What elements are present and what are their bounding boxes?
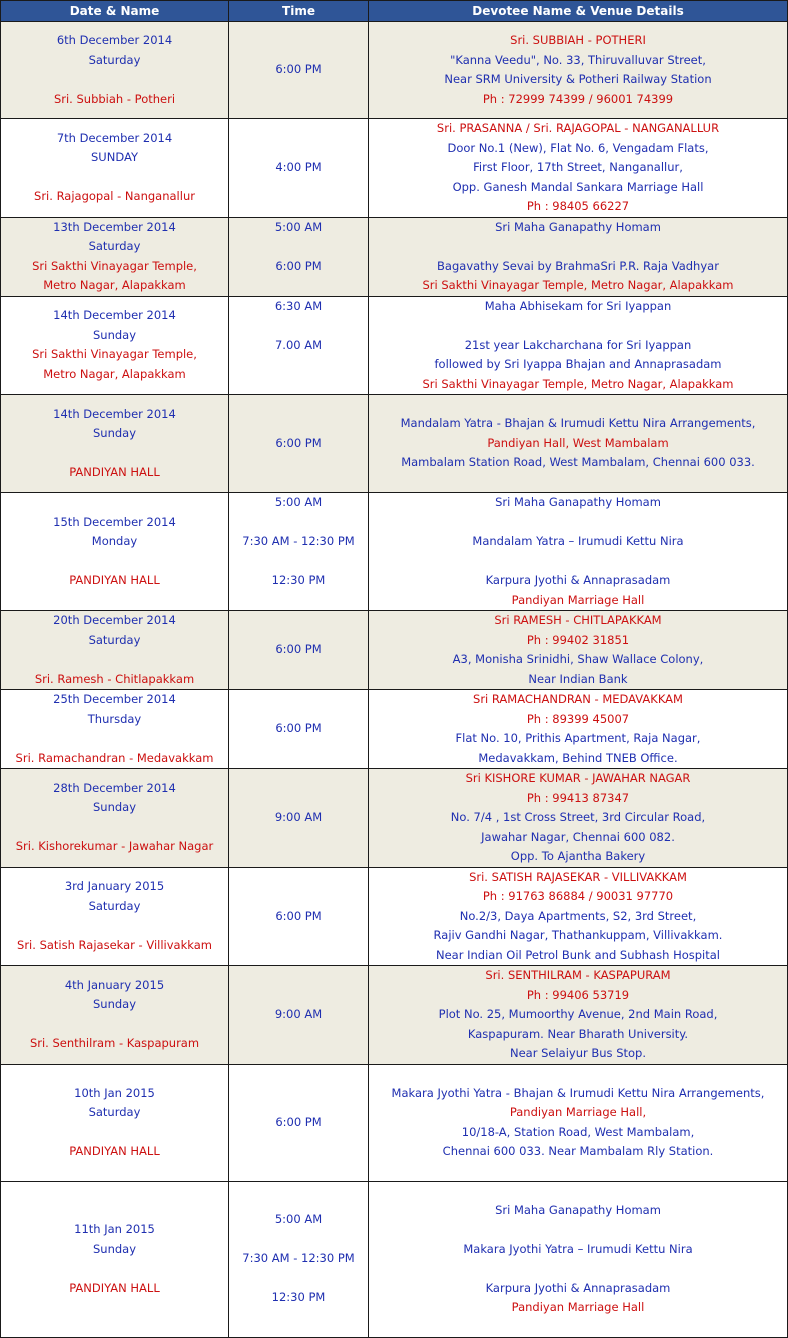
details-line: Karpura Jyothi & Annaprasadam — [485, 573, 671, 587]
time-line — [231, 276, 366, 296]
date-line — [3, 70, 226, 90]
date-line: 7th December 2014 — [56, 130, 173, 145]
schedule-row — [1, 769, 788, 868]
details-line: Sri Sakthi Vinayagar Temple, Metro Nagar, Alapakkam — [422, 376, 734, 391]
date-line: 20th December 2014 — [53, 613, 176, 627]
date-line: Sri Sakthi Vinayagar Temple, — [32, 258, 197, 273]
time-line: 6:00 PM — [275, 642, 322, 657]
date-line: Sunday — [92, 997, 137, 1012]
time-line — [231, 355, 366, 375]
date-line — [3, 444, 226, 464]
time-line — [231, 591, 366, 611]
details-line: Sri KISHORE KUMAR - JAWAHAR NAGAR — [465, 771, 691, 785]
time-cell — [229, 1181, 369, 1337]
schedule-row — [1, 966, 788, 1065]
date-line: 3rd January 2015 — [64, 879, 165, 894]
date-line: Metro Nagar, Alapakkam — [43, 278, 186, 292]
time-cell — [229, 217, 369, 296]
venue-details-cell — [369, 769, 788, 868]
venue-details-cell — [369, 611, 788, 690]
date-line: Monday — [91, 534, 138, 548]
date-line — [3, 1123, 226, 1143]
date-line: Saturday — [88, 632, 141, 647]
time-line: 6:00 PM — [275, 62, 322, 77]
date-line: Sunday — [92, 426, 137, 440]
details-line: "Kanna Veedu", No. 33, Thiruvalluvar Street, — [450, 52, 706, 67]
date-line: Sunday — [92, 327, 137, 342]
date-name-cell — [1, 22, 229, 119]
schedule-row — [1, 119, 788, 218]
time-line: 5:00 AM — [274, 1212, 323, 1227]
time-line — [231, 1269, 366, 1289]
time-line: 6:00 PM — [275, 258, 322, 273]
date-line: Sri Sakthi Vinayagar Temple, — [32, 347, 197, 362]
details-line: Bagavathy Sevai by BrahmaSri P.R. Raja Vadhyar — [437, 258, 719, 273]
time-line: 12:30 PM — [271, 1290, 326, 1305]
time-line: 6:00 PM — [275, 435, 322, 450]
date-name-cell — [1, 1064, 229, 1181]
time-line: 6:00 PM — [275, 721, 322, 736]
details-line: Ph : 99406 53719 — [526, 987, 630, 1002]
time-cell — [229, 690, 369, 769]
date-line: Saturday — [88, 52, 141, 67]
date-line: PANDIYAN HALL — [69, 1144, 160, 1158]
date-name-cell — [1, 493, 229, 611]
details-line: First Floor, 17th Street, Nanganallur, — [473, 160, 683, 174]
date-line: 4th January 2015 — [64, 977, 165, 992]
date-name-cell — [1, 1181, 229, 1337]
date-line: 10th Jan 2015 — [74, 1085, 155, 1100]
date-line: 14th December 2014 — [53, 406, 176, 421]
date-line: Sri. Ramesh - Chitlapakkam — [34, 671, 195, 686]
details-line: Jawahar Nagar, Chennai 600 082. — [481, 829, 675, 844]
details-line: Sri Sakthi Vinayagar Temple, Metro Nagar, Alapakkam — [422, 278, 734, 292]
details-line: Ph : 91763 86884 / 90031 97770 — [482, 889, 674, 903]
venue-details-cell — [369, 867, 788, 966]
date-name-cell — [1, 296, 229, 395]
details-line: Rajiv Gandhi Nagar, Thathankuppam, Villivakkam. — [433, 928, 723, 942]
date-line: PANDIYAN HALL — [69, 573, 160, 587]
date-line: 6th December 2014 — [56, 33, 173, 47]
details-line: Near SRM University & Potheri Railway Station — [444, 72, 712, 86]
time-line: 9:00 AM — [274, 810, 323, 824]
venue-details-cell — [369, 217, 788, 296]
details-line: Near Selaiyur Bus Stop. — [509, 1046, 647, 1060]
details-line: Ph : 99413 87347 — [526, 790, 630, 805]
header-row — [1, 1, 788, 22]
venue-details-cell — [369, 966, 788, 1065]
date-line — [3, 916, 226, 936]
details-line: followed by Sri Iyappa Bhajan and Annaprasadam — [434, 357, 722, 371]
venue-details-cell — [369, 690, 788, 769]
date-line: SUNDAY — [91, 150, 138, 165]
details-line: Plot No. 25, Mumoorthy Avenue, 2nd Main Road, — [438, 1007, 718, 1021]
venue-details-cell — [369, 1181, 788, 1337]
date-name-cell — [1, 769, 229, 868]
time-cell — [229, 769, 369, 868]
time-cell — [229, 611, 369, 690]
schedule-row — [1, 22, 788, 119]
date-name-cell — [1, 217, 229, 296]
time-cell — [229, 867, 369, 966]
venue-details-cell — [369, 22, 788, 119]
date-line: 11th Jan 2015 — [74, 1222, 155, 1236]
details-line: Near Indian Oil Petrol Bunk and Subhash Hospital — [436, 947, 720, 962]
time-line — [231, 316, 366, 336]
time-line: 6:30 AM — [274, 298, 323, 313]
details-line: Ph : 89399 45007 — [526, 711, 630, 726]
details-line: Sri Maha Ganapathy Homam — [495, 1202, 661, 1217]
date-line: Sri. Senthilram - Kaspapuram — [29, 1036, 200, 1051]
date-line: Sunday — [92, 800, 137, 815]
details-line: Opp. Ganesh Mandal Sankara Marriage Hall — [452, 179, 704, 194]
date-line — [3, 1015, 226, 1035]
time-cell — [229, 1064, 369, 1181]
date-line — [3, 1259, 226, 1279]
details-line: Sri. SUBBIAH - POTHERI — [510, 33, 646, 47]
details-line: Pandiyan Marriage Hall, — [509, 1105, 647, 1119]
date-line: Saturday — [88, 239, 141, 253]
time-line: 7:30 AM - 12:30 PM — [242, 534, 355, 548]
date-name-cell — [1, 119, 229, 218]
header-time: Time — [229, 1, 369, 22]
details-line: Sri. PRASANNA / Sri. RAJAGOPAL - NANGANALLUR — [436, 121, 720, 135]
details-line: Makara Jyothi Yatra - Bhajan & Irumudi Kettu Nira Arrangements, — [391, 1085, 765, 1100]
details-line: No. 7/4 , 1st Cross Street, 3rd Circular Road, — [450, 810, 706, 824]
details-line — [371, 513, 785, 533]
details-line: No.2/3, Daya Apartments, S2, 3rd Street, — [459, 908, 697, 923]
date-line: 13th December 2014 — [53, 219, 176, 234]
details-line: Ph : 99402 31851 — [526, 632, 630, 647]
header-date-name: Date & Name — [1, 1, 229, 22]
date-line: 15th December 2014 — [53, 514, 176, 529]
time-cell — [229, 966, 369, 1065]
date-line — [3, 818, 226, 838]
details-line: Chennai 600 033. Near Mambalam Rly Station. — [442, 1144, 714, 1158]
time-line: 4:00 PM — [275, 160, 322, 174]
time-line — [231, 513, 366, 533]
date-name-cell — [1, 966, 229, 1065]
venue-details-cell — [369, 395, 788, 493]
header-devotee-venue: Devotee Name & Venue Details — [369, 1, 788, 22]
details-line: Mambalam Station Road, West Mambalam, Chennai 600 033. — [401, 455, 755, 470]
details-line: Ph : 98405 66227 — [526, 199, 630, 213]
details-line: Pandiyan Marriage Hall — [511, 1300, 645, 1314]
details-line — [371, 1220, 785, 1240]
time-line: 9:00 AM — [274, 1007, 323, 1021]
details-line: Sri. SATISH RAJASEKAR - VILLIVAKKAM — [469, 869, 687, 884]
schedule-row — [1, 1181, 788, 1337]
venue-details-cell — [369, 1064, 788, 1181]
time-line: 12:30 PM — [271, 573, 326, 587]
details-line — [371, 552, 785, 572]
schedule-row — [1, 690, 788, 769]
schedule-row — [1, 493, 788, 611]
schedule-row — [1, 296, 788, 395]
details-line: Sri Maha Ganapathy Homam — [495, 219, 661, 234]
time-line — [231, 237, 366, 257]
details-line: Pandiyan Hall, West Mambalam — [487, 435, 669, 450]
time-line — [231, 1230, 366, 1250]
date-line — [3, 650, 226, 670]
details-line: Sri RAMESH - CHITLAPAKKAM — [494, 613, 662, 627]
time-cell — [229, 493, 369, 611]
schedule-body — [1, 22, 788, 1338]
time-cell — [229, 395, 369, 493]
time-line: 6:00 PM — [275, 908, 322, 923]
details-line: Maha Abhisekam for Sri Iyappan — [484, 298, 672, 313]
date-line: Sunday — [92, 1241, 137, 1256]
date-line: Sri. Subbiah - Potheri — [53, 91, 176, 106]
date-line: Sri. Rajagopal - Nanganallur — [34, 189, 195, 204]
schedule-row — [1, 1064, 788, 1181]
date-name-cell — [1, 395, 229, 493]
details-line: Door No.1 (New), Flat No. 6, Vengadam Flats, — [447, 140, 709, 155]
details-line: Pandiyan Marriage Hall — [511, 592, 645, 607]
time-line — [231, 375, 366, 395]
details-line: 21st year Lakcharchana for Sri Iyappan — [464, 337, 692, 352]
date-line: 25th December 2014 — [53, 692, 176, 706]
date-line: Saturday — [88, 898, 141, 913]
date-line: PANDIYAN HALL — [69, 1280, 160, 1295]
details-line: Sri. SENTHILRAM - KASPAPURAM — [485, 968, 671, 982]
schedule-row — [1, 611, 788, 690]
date-line: PANDIYAN HALL — [69, 465, 160, 479]
details-line — [371, 316, 785, 336]
details-line: Near Indian Bank — [528, 671, 628, 686]
details-line: Mandalam Yatra – Irumudi Kettu Nira — [472, 534, 684, 548]
time-line: 7.00 AM — [274, 337, 323, 352]
venue-details-cell — [369, 119, 788, 218]
date-line: Metro Nagar, Alapakkam — [43, 366, 186, 381]
details-line: Mandalam Yatra - Bhajan & Irumudi Kettu Nira Arrangements, — [400, 416, 756, 431]
details-line: A3, Monisha Srinidhi, Shaw Wallace Colony, — [452, 652, 704, 666]
details-line: Ph : 72999 74399 / 96001 74399 — [482, 91, 674, 106]
time-cell — [229, 22, 369, 119]
details-line: Opp. To Ajantha Bakery — [510, 849, 646, 863]
date-line: Thursday — [87, 711, 142, 726]
time-line: 5:00 AM — [274, 219, 323, 234]
date-line: Sri. Satish Rajasekar - Villivakkam — [17, 937, 212, 952]
details-line: Medavakkam, Behind TNEB Office. — [478, 750, 678, 765]
time-cell — [229, 296, 369, 395]
details-line: Sri Maha Ganapathy Homam — [495, 495, 661, 509]
venue-details-cell — [369, 493, 788, 611]
date-line — [3, 552, 226, 572]
date-line: 14th December 2014 — [53, 308, 176, 323]
details-line: Karpura Jyothi & Annaprasadam — [485, 1280, 671, 1295]
date-line: Sri. Ramachandran - Medavakkam — [15, 750, 214, 765]
details-line: 10/18-A, Station Road, West Mambalam, — [461, 1124, 695, 1139]
time-line — [231, 552, 366, 572]
date-name-cell — [1, 611, 229, 690]
details-line: Kaspapuram. Near Bharath University. — [467, 1026, 689, 1041]
details-line: Makara Jyothi Yatra – Irumudi Kettu Nira — [463, 1241, 693, 1256]
schedule-row — [1, 395, 788, 493]
time-line: 5:00 AM — [274, 495, 323, 509]
date-line: 28th December 2014 — [53, 780, 176, 795]
details-line: Flat No. 10, Prithis Apartment, Raja Nagar, — [455, 731, 701, 745]
schedule-row — [1, 217, 788, 296]
date-line — [3, 729, 226, 749]
date-name-cell — [1, 867, 229, 966]
details-line — [371, 237, 785, 257]
details-line — [371, 1259, 785, 1279]
time-cell — [229, 119, 369, 218]
date-line: Sri. Kishorekumar - Jawahar Nagar — [15, 839, 214, 854]
time-line: 7:30 AM - 12:30 PM — [242, 1251, 355, 1266]
date-line — [3, 168, 226, 188]
venue-details-cell — [369, 296, 788, 395]
date-name-cell — [1, 690, 229, 769]
time-line: 6:00 PM — [275, 1114, 322, 1129]
details-line: Sri RAMACHANDRAN - MEDAVAKKAM — [473, 692, 683, 706]
schedule-row — [1, 867, 788, 966]
date-line: Saturday — [88, 1105, 141, 1119]
